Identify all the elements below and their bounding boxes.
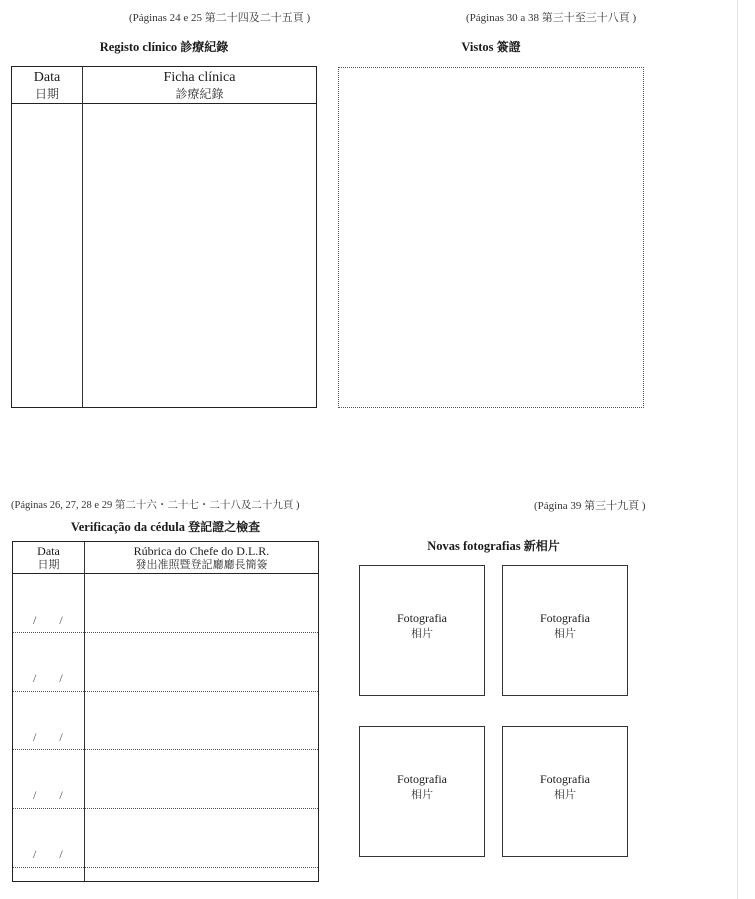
verification-page-ref: (Páginas 26, 27, 28 e 29 第二十六・二十七・二十八及二十九頁 ) (11, 500, 300, 511)
photo-label-zh: 相片 (411, 627, 433, 640)
photo-label-zh: 相片 (554, 788, 576, 801)
clinical-col-record-zh: 診療紀錄 (175, 87, 224, 101)
verification-col-date-pt: Data (37, 544, 60, 558)
clinical-column-divider (82, 67, 83, 407)
verification-col-date (13, 542, 84, 574)
verification-title-zh: 登記證之檢查 (188, 520, 261, 534)
verification-col-signature-pt: Rúbrica do Chefe do D.L.R. (133, 544, 270, 558)
clinical-record-table (11, 66, 317, 408)
visas-title-zh: 簽證 (496, 40, 521, 54)
photos-page-ref: (Página 39 第三十九頁 ) (534, 500, 646, 512)
photo-label (360, 772, 484, 802)
photo-slot (359, 726, 485, 857)
photos-title-pt: Novas fotografias (427, 539, 521, 553)
visas-page-ref: (Páginas 30 a 38 第三十至三十八頁 ) (466, 12, 637, 24)
photo-label (503, 772, 627, 802)
verification-row (13, 808, 318, 868)
verification-row (13, 691, 318, 750)
verification-row (13, 632, 318, 692)
verification-row (13, 749, 318, 809)
photo-label-zh: 相片 (411, 788, 433, 801)
date-placeholder: / / (33, 671, 73, 685)
verification-row (13, 574, 318, 633)
photo-label (503, 611, 627, 641)
clinical-title-zh: 診療紀錄 (180, 40, 229, 54)
clinical-col-record-pt: Ficha clínica (163, 70, 236, 85)
date-placeholder: / / (33, 613, 73, 627)
photo-label-pt: Fotografia (397, 611, 447, 625)
photo-slot (359, 565, 485, 696)
visas-box (338, 67, 644, 408)
visas-title-pt: Vistos (461, 40, 494, 54)
date-placeholder: / / (33, 847, 73, 861)
photo-label-pt: Fotografia (540, 611, 590, 625)
clinical-title (11, 38, 317, 55)
verification-col-signature-zh: 發出准照暨登記廳廳長簡簽 (135, 558, 268, 571)
photo-label-pt: Fotografia (397, 772, 447, 786)
verification-col-date-zh: 日期 (37, 558, 60, 571)
photo-label-zh: 相片 (554, 627, 576, 640)
verification-table-header (13, 542, 318, 574)
clinical-col-date-pt: Data (33, 70, 61, 85)
verification-title-pt: Verificação da cédula (70, 520, 185, 534)
photo-slot (502, 726, 628, 857)
verification-title (12, 518, 319, 535)
clinical-title-pt: Registo clínico (99, 40, 178, 54)
photos-title (359, 537, 628, 554)
verification-table (12, 541, 319, 882)
photo-label-pt: Fotografia (540, 772, 590, 786)
photo-slot (502, 565, 628, 696)
date-placeholder: / / (33, 730, 73, 744)
clinical-page-ref: (Páginas 24 e 25 第二十四及二十五頁 ) (129, 12, 311, 24)
verification-col-signature (85, 542, 318, 574)
page-edge-divider (737, 0, 738, 899)
photos-title-zh: 新相片 (523, 539, 560, 553)
photo-label (360, 611, 484, 641)
clinical-col-date-zh: 日期 (34, 87, 59, 101)
date-placeholder: / / (33, 788, 73, 802)
clinical-table-header (12, 67, 316, 104)
clinical-col-record (83, 67, 316, 104)
clinical-col-date (12, 67, 82, 104)
visas-title (338, 38, 644, 55)
